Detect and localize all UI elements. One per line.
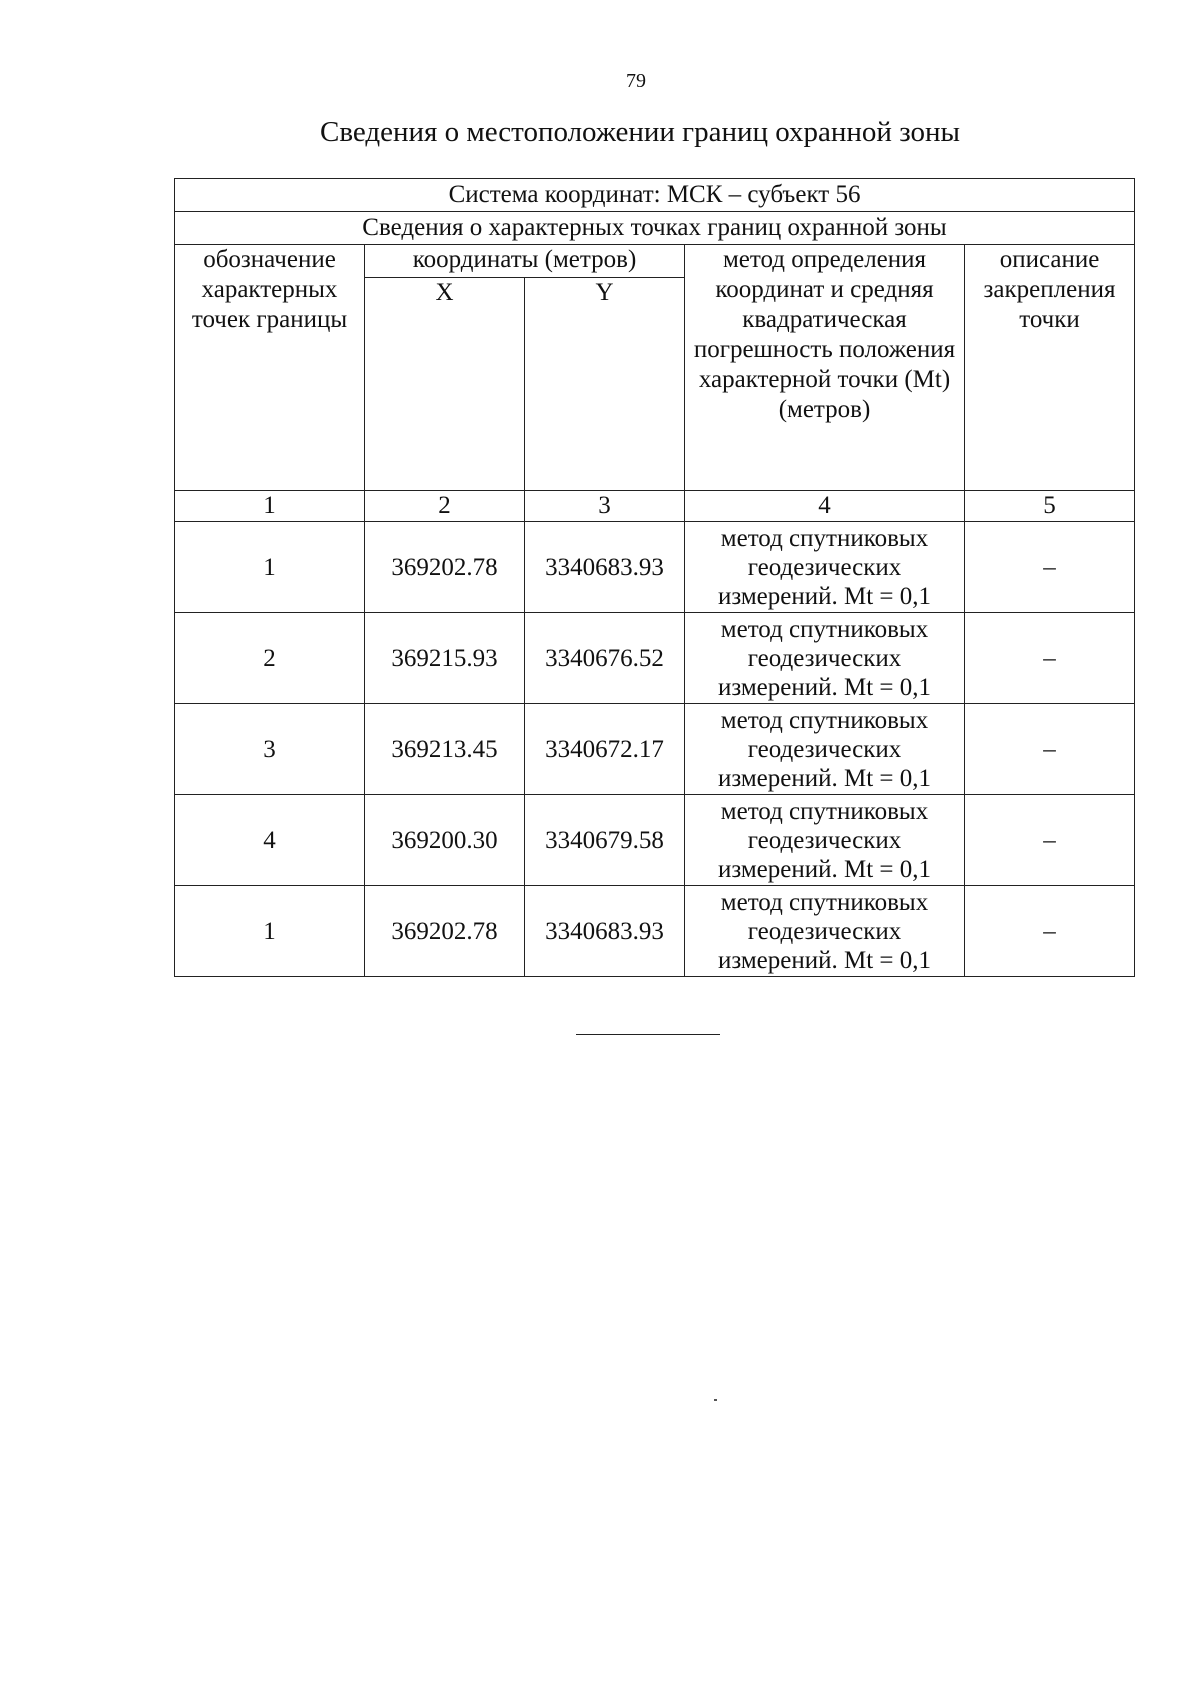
column-number: 4: [685, 491, 965, 522]
header-x: X: [365, 278, 525, 491]
column-number-row: [175, 491, 1135, 522]
determination-method: метод спутниковых геодезических измерений. Mt = 0,1: [685, 522, 965, 613]
coordinate-x: 369215.93: [365, 613, 525, 704]
end-rule: [576, 1034, 720, 1035]
header-description: описание закрепления точки: [965, 245, 1135, 491]
coordinate-x: 369202.78: [365, 522, 525, 613]
table-row: [175, 704, 1135, 795]
column-number: 2: [365, 491, 525, 522]
point-designation: 1: [175, 522, 365, 613]
fixation-description: –: [965, 522, 1135, 613]
section-title-row: Сведения о характерных точках границ охранной зоны: [175, 212, 1135, 245]
document-title: Сведения о местоположении границ охранной зоны: [319, 116, 960, 148]
coordinate-y: 3340676.52: [525, 613, 685, 704]
table-row: [175, 613, 1135, 704]
point-designation: 2: [175, 613, 365, 704]
column-number: 5: [965, 491, 1135, 522]
header-designation: обозначение характерных точек границы: [175, 245, 365, 491]
coordinate-x: 369202.78: [365, 886, 525, 977]
point-designation: 4: [175, 795, 365, 886]
determination-method: метод спутниковых геодезических измерений. Mt = 0,1: [685, 704, 965, 795]
scan-speck: [714, 1399, 717, 1401]
fixation-description: –: [965, 704, 1135, 795]
coordinate-y: 3340683.93: [525, 886, 685, 977]
fixation-description: –: [965, 613, 1135, 704]
coordinate-x: 369200.30: [365, 795, 525, 886]
column-number: 3: [525, 491, 685, 522]
table-row: [175, 886, 1135, 977]
header-method: метод определения координат и средняя квадратическая погрешность положения характерной точки (Mt) (метров): [685, 245, 965, 491]
table-row: [175, 522, 1135, 613]
fixation-description: –: [965, 795, 1135, 886]
page-number: 79: [626, 70, 646, 92]
determination-method: метод спутниковых геодезических измерений. Mt = 0,1: [685, 886, 965, 977]
determination-method: метод спутниковых геодезических измерений. Mt = 0,1: [685, 795, 965, 886]
coord-system-row: Система координат: МСК – субъект 56: [175, 179, 1135, 212]
table-row: [175, 795, 1135, 886]
boundary-points-table: [174, 178, 1135, 977]
column-number: 1: [175, 491, 365, 522]
coordinate-y: 3340683.93: [525, 522, 685, 613]
fixation-description: –: [965, 886, 1135, 977]
point-designation: 3: [175, 704, 365, 795]
coordinate-x: 369213.45: [365, 704, 525, 795]
header-coordinates: координаты (метров): [365, 245, 685, 278]
point-designation: 1: [175, 886, 365, 977]
header-y: Y: [525, 278, 685, 491]
coordinate-y: 3340679.58: [525, 795, 685, 886]
coordinate-y: 3340672.17: [525, 704, 685, 795]
determination-method: метод спутниковых геодезических измерений. Mt = 0,1: [685, 613, 965, 704]
